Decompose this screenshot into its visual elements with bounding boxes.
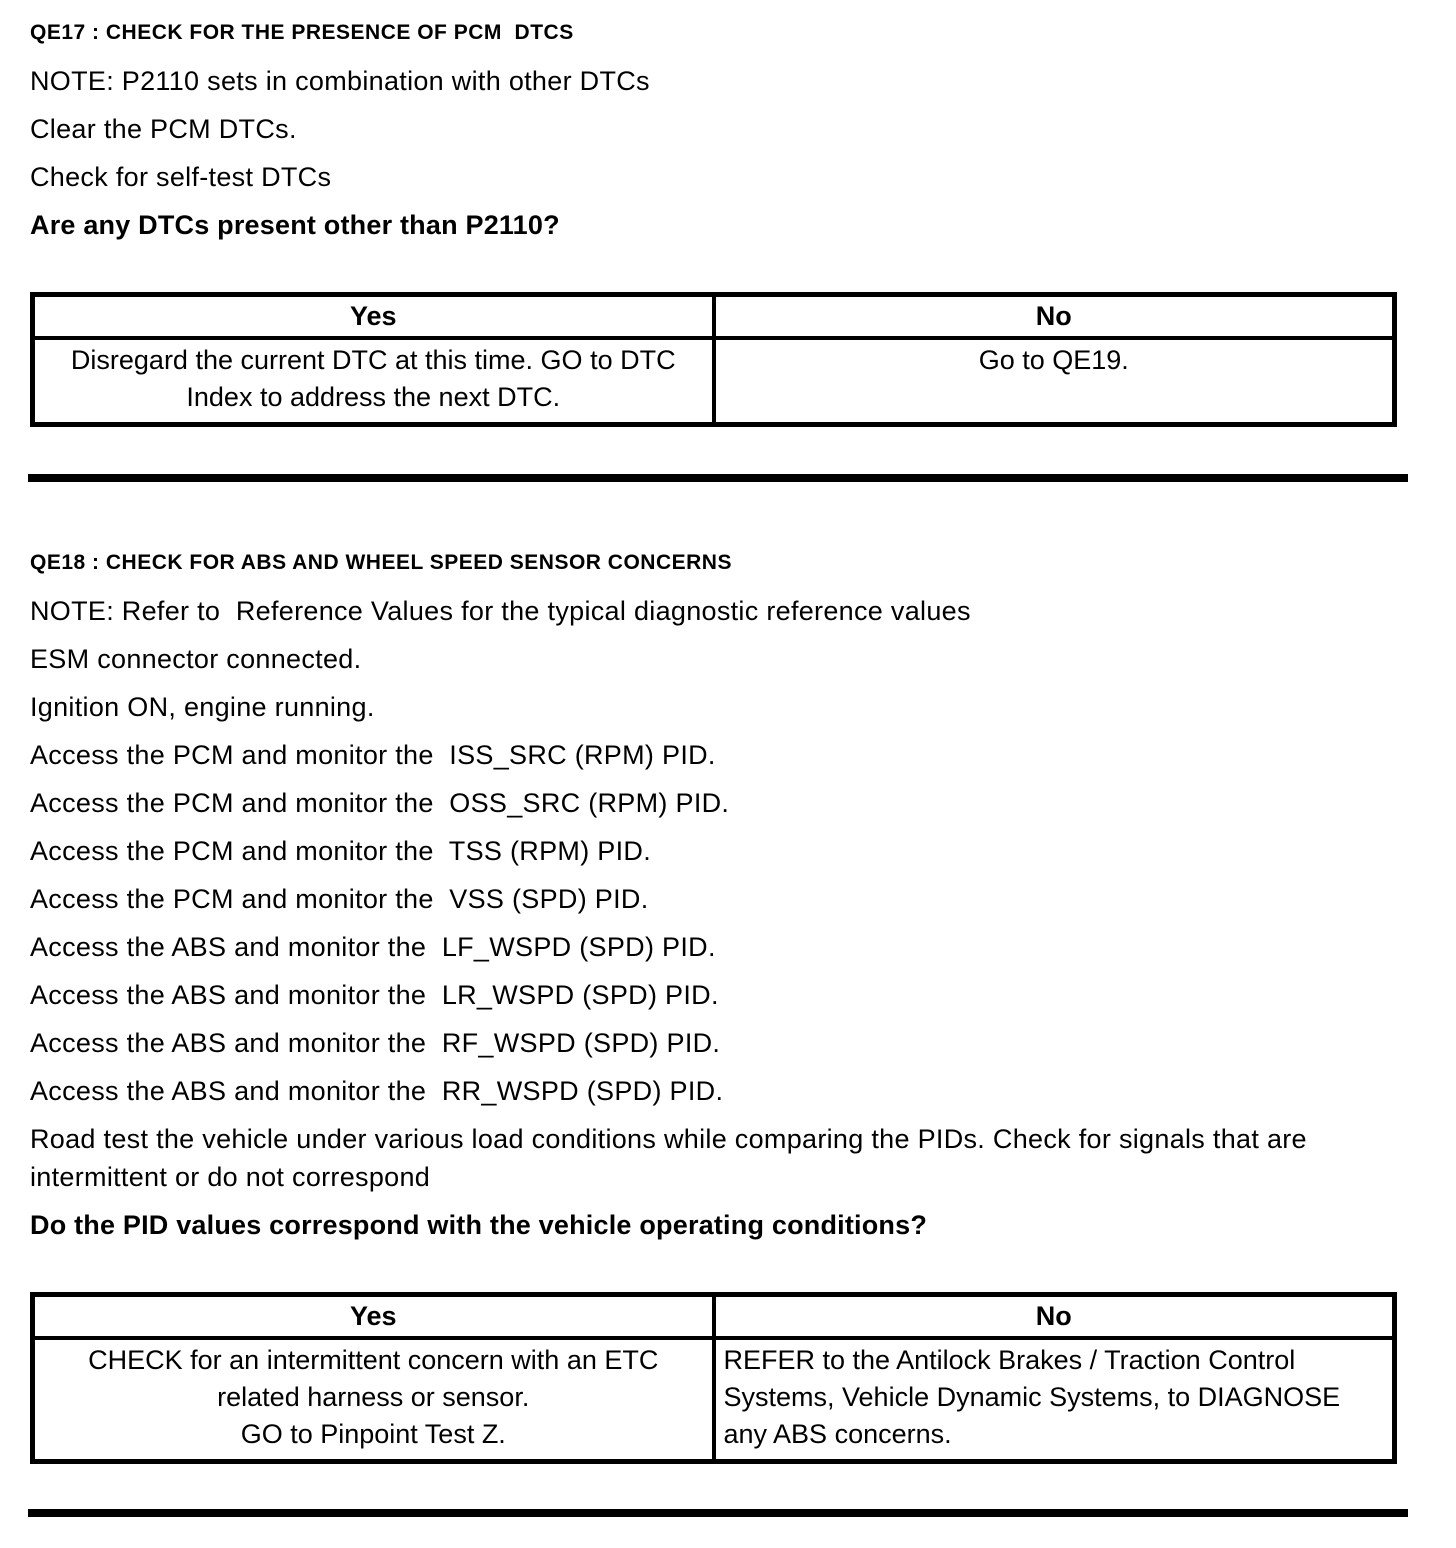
- qe17-no-column-header: No: [714, 295, 1395, 339]
- page-bottom-divider: [28, 1509, 1408, 1517]
- qe18-question: Do the PID values correspond with the vehicle operating conditions?: [30, 1210, 928, 1240]
- section-qe17: [30, 14, 1408, 427]
- qe18-step-rf-wspd-pid: Access the ABS and monitor the RF_WSPD (SPD) PID.: [30, 1028, 721, 1058]
- qe18-step-lr-wspd-pid: Access the ABS and monitor the LR_WSPD (SPD) PID.: [30, 980, 719, 1010]
- qe18-decision-table: [30, 1292, 1397, 1464]
- qe18-table-header-row: [33, 1295, 1395, 1339]
- qe17-table-header-row: [33, 295, 1395, 339]
- qe18-yes-action-goto: GO to Pinpoint Test Z.: [240, 1419, 506, 1449]
- qe17-yes-column-header: Yes: [33, 295, 714, 339]
- qe17-step-clear-dtcs: Clear the PCM DTCs.: [30, 114, 297, 144]
- qe18-note: NOTE: Refer to Reference Values for the typical diagnostic reference values: [30, 596, 971, 626]
- section-qe18: [30, 544, 1408, 1464]
- qe17-note: NOTE: P2110 sets in combination with other DTCs: [30, 66, 650, 96]
- qe18-step-vss-pid: Access the PCM and monitor the VSS (SPD) PID.: [30, 884, 649, 914]
- qe18-yes-column-header: Yes: [33, 1295, 714, 1339]
- qe18-no-action-cell: REFER to the Antilock Brakes / Traction Control Systems, Vehicle Dynamic Systems, to DIAGNOSE any ABS concerns.: [714, 1338, 1395, 1462]
- qe18-step-tss-pid: Access the PCM and monitor the TSS (RPM) PID.: [30, 836, 651, 866]
- qe18-step-lf-wspd-pid: Access the ABS and monitor the LF_WSPD (SPD) PID.: [30, 932, 716, 962]
- qe17-yes-action-cell: Disregard the current DTC at this time. GO to DTC Index to address the next DTC.: [33, 338, 714, 425]
- qe17-heading: QE17 : CHECK FOR THE PRESENCE OF PCM DTCS: [30, 21, 574, 44]
- qe18-yes-action-text: CHECK for an intermittent concern with an ETC related harness or sensor.: [88, 1345, 659, 1412]
- qe18-step-oss-src-pid: Access the PCM and monitor the OSS_SRC (RPM) PID.: [30, 788, 730, 818]
- qe18-table-action-row: [33, 1338, 1395, 1462]
- qe17-no-action-cell: Go to QE19.: [714, 338, 1395, 425]
- qe17-decision-table: [30, 292, 1397, 427]
- qe18-step-iss-src-pid: Access the PCM and monitor the ISS_SRC (RPM) PID.: [30, 740, 716, 770]
- qe17-step-check-self-test: Check for self-test DTCs: [30, 162, 332, 192]
- qe18-yes-action-cell: [33, 1338, 714, 1462]
- qe18-step-rr-wspd-pid: Access the ABS and monitor the RR_WSPD (SPD) PID.: [30, 1076, 724, 1106]
- qe18-no-column-header: No: [714, 1295, 1395, 1339]
- qe18-step-road-test: Road test the vehicle under various load conditions while comparing the PIDs. Check for signals that are intermittent or do not correspond: [30, 1124, 1315, 1192]
- qe18-heading: QE18 : CHECK FOR ABS AND WHEEL SPEED SENSOR CONCERNS: [30, 551, 732, 574]
- qe18-step-esm-connector: ESM connector connected.: [30, 644, 362, 674]
- qe17-question: Are any DTCs present other than P2110?: [30, 210, 560, 240]
- qe18-step-ignition-on: Ignition ON, engine running.: [30, 692, 375, 722]
- section-divider: [28, 474, 1408, 482]
- qe17-table-action-row: [33, 338, 1395, 425]
